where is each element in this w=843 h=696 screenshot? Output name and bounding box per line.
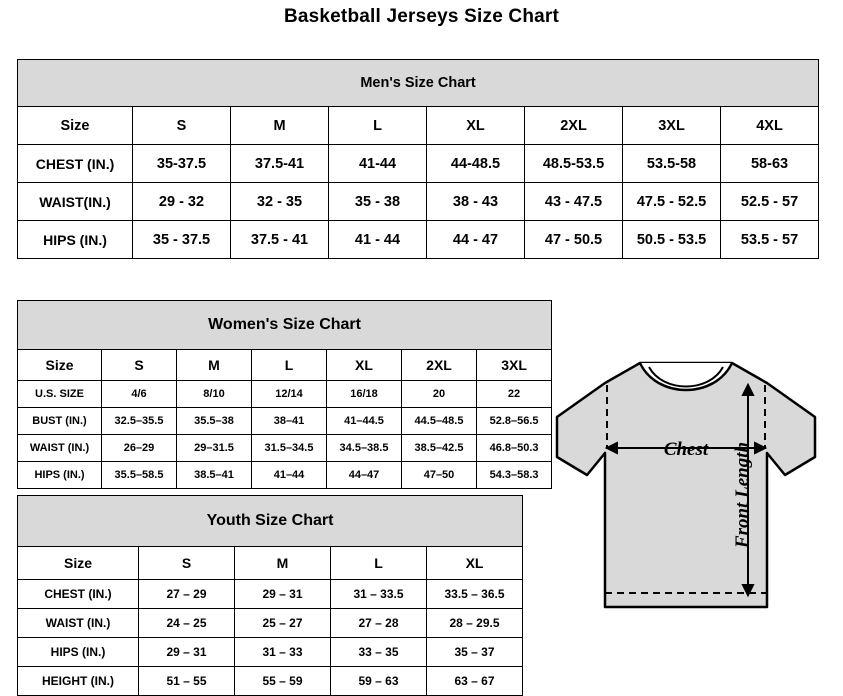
mens-waist-s: 29 - 32 [133, 183, 231, 221]
womens-waist-s: 26–29 [102, 435, 177, 462]
womens-hips-s: 35.5–58.5 [102, 462, 177, 489]
youth-height-xl: 63 – 67 [427, 667, 523, 696]
womens-waist-xl: 34.5–38.5 [327, 435, 402, 462]
womens-row-label-hips: HIPS (IN.) [18, 462, 102, 489]
womens-bust-m: 35.5–38 [177, 408, 252, 435]
chest-label: Chest [663, 439, 709, 460]
youth-waist-m: 25 – 27 [235, 609, 331, 638]
womens-bust-3xl: 52.8–56.5 [477, 408, 552, 435]
youth-chest-xl: 33.5 – 36.5 [427, 580, 523, 609]
womens-ussize-xl: 16/18 [327, 381, 402, 408]
womens-waist-3xl: 46.8–50.3 [477, 435, 552, 462]
youth-row-label-waist: WAIST (IN.) [18, 609, 139, 638]
womens-row-label-bust: BUST (IN.) [18, 408, 102, 435]
womens-row-label-waist: WAIST (IN.) [18, 435, 102, 462]
mens-chest-m: 37.5-41 [231, 145, 329, 183]
mens-hips-3xl: 50.5 - 53.5 [623, 221, 721, 259]
mens-waist-3xl: 47.5 - 52.5 [623, 183, 721, 221]
mens-chest-2xl: 48.5-53.5 [525, 145, 623, 183]
youth-hips-l: 33 – 35 [331, 638, 427, 667]
mens-hips-s: 35 - 37.5 [133, 221, 231, 259]
youth-height-s: 51 – 55 [139, 667, 235, 696]
womens-col-header-2xl: 2XL [402, 350, 477, 381]
womens-bust-2xl: 44.5–48.5 [402, 408, 477, 435]
mens-hips-xl: 44 - 47 [427, 221, 525, 259]
womens-size-chart [17, 300, 552, 489]
mens-chest-xl: 44-48.5 [427, 145, 525, 183]
youth-col-header-size: Size [18, 547, 139, 580]
mens-waist-l: 35 - 38 [329, 183, 427, 221]
table-row [18, 183, 819, 221]
front-length-label: Front Length [732, 441, 753, 549]
womens-header-row [18, 350, 552, 381]
jersey-shirt-icon [557, 363, 815, 607]
womens-ussize-3xl: 22 [477, 381, 552, 408]
mens-col-header-3xl: 3XL [623, 107, 721, 145]
womens-col-header-size: Size [18, 350, 102, 381]
mens-waist-4xl: 52.5 - 57 [721, 183, 819, 221]
youth-chart-title-row [18, 496, 523, 547]
mens-chest-l: 41-44 [329, 145, 427, 183]
womens-waist-2xl: 38.5–42.5 [402, 435, 477, 462]
mens-chest-s: 35-37.5 [133, 145, 231, 183]
mens-col-header-size: Size [18, 107, 133, 145]
mens-row-label-waist: WAIST(IN.) [18, 183, 133, 221]
mens-header-row [18, 107, 819, 145]
mens-chest-4xl: 58-63 [721, 145, 819, 183]
table-row [18, 145, 819, 183]
table-row [18, 221, 819, 259]
mens-row-label-hips: HIPS (IN.) [18, 221, 133, 259]
womens-hips-2xl: 47–50 [402, 462, 477, 489]
womens-bust-l: 38–41 [252, 408, 327, 435]
youth-size-chart [17, 495, 523, 696]
womens-hips-3xl: 54.3–58.3 [477, 462, 552, 489]
mens-col-header-4xl: 4XL [721, 107, 819, 145]
youth-waist-xl: 28 – 29.5 [427, 609, 523, 638]
womens-ussize-m: 8/10 [177, 381, 252, 408]
womens-hips-m: 38.5–41 [177, 462, 252, 489]
mens-chart-title-row [18, 60, 819, 107]
womens-col-header-3xl: 3XL [477, 350, 552, 381]
mens-size-chart [17, 59, 819, 259]
mens-waist-m: 32 - 35 [231, 183, 329, 221]
mens-col-header-xl: XL [427, 107, 525, 145]
table-row [18, 638, 523, 667]
womens-chart-title: Women's Size Chart [18, 301, 552, 350]
youth-chest-s: 27 – 29 [139, 580, 235, 609]
mens-hips-l: 41 - 44 [329, 221, 427, 259]
table-row [18, 609, 523, 638]
youth-waist-l: 27 – 28 [331, 609, 427, 638]
table-row [18, 667, 523, 696]
youth-hips-xl: 35 – 37 [427, 638, 523, 667]
jersey-measurement-diagram [545, 345, 840, 675]
womens-ussize-l: 12/14 [252, 381, 327, 408]
youth-col-header-xl: XL [427, 547, 523, 580]
mens-hips-4xl: 53.5 - 57 [721, 221, 819, 259]
youth-chest-m: 29 – 31 [235, 580, 331, 609]
mens-chart-title: Men's Size Chart [18, 60, 819, 107]
mens-col-header-m: M [231, 107, 329, 145]
mens-row-label-chest: CHEST (IN.) [18, 145, 133, 183]
womens-col-header-xl: XL [327, 350, 402, 381]
womens-ussize-s: 4/6 [102, 381, 177, 408]
youth-height-l: 59 – 63 [331, 667, 427, 696]
womens-chart-title-row [18, 301, 552, 350]
youth-row-label-hips: HIPS (IN.) [18, 638, 139, 667]
youth-header-row [18, 547, 523, 580]
womens-col-header-s: S [102, 350, 177, 381]
youth-chart-title: Youth Size Chart [18, 496, 523, 547]
youth-hips-m: 31 – 33 [235, 638, 331, 667]
womens-hips-l: 41–44 [252, 462, 327, 489]
youth-col-header-m: M [235, 547, 331, 580]
womens-waist-l: 31.5–34.5 [252, 435, 327, 462]
mens-chest-3xl: 53.5-58 [623, 145, 721, 183]
womens-hips-xl: 44–47 [327, 462, 402, 489]
table-row [18, 381, 552, 408]
mens-waist-2xl: 43 - 47.5 [525, 183, 623, 221]
mens-hips-m: 37.5 - 41 [231, 221, 329, 259]
womens-col-header-l: L [252, 350, 327, 381]
mens-col-header-l: L [329, 107, 427, 145]
mens-col-header-2xl: 2XL [525, 107, 623, 145]
youth-col-header-l: L [331, 547, 427, 580]
youth-row-label-chest: CHEST (IN.) [18, 580, 139, 609]
womens-bust-s: 32.5–35.5 [102, 408, 177, 435]
youth-chest-l: 31 – 33.5 [331, 580, 427, 609]
mens-hips-2xl: 47 - 50.5 [525, 221, 623, 259]
womens-ussize-2xl: 20 [402, 381, 477, 408]
youth-col-header-s: S [139, 547, 235, 580]
mens-waist-xl: 38 - 43 [427, 183, 525, 221]
womens-bust-xl: 41–44.5 [327, 408, 402, 435]
youth-hips-s: 29 – 31 [139, 638, 235, 667]
womens-col-header-m: M [177, 350, 252, 381]
page-title: Basketball Jerseys Size Chart [283, 6, 560, 27]
table-row [18, 435, 552, 462]
mens-col-header-s: S [133, 107, 231, 145]
womens-waist-m: 29–31.5 [177, 435, 252, 462]
table-row [18, 408, 552, 435]
youth-waist-s: 24 – 25 [139, 609, 235, 638]
table-row [18, 462, 552, 489]
womens-row-label-us-size: U.S. SIZE [18, 381, 102, 408]
youth-row-label-height: HEIGHT (IN.) [18, 667, 139, 696]
youth-height-m: 55 – 59 [235, 667, 331, 696]
table-row [18, 580, 523, 609]
